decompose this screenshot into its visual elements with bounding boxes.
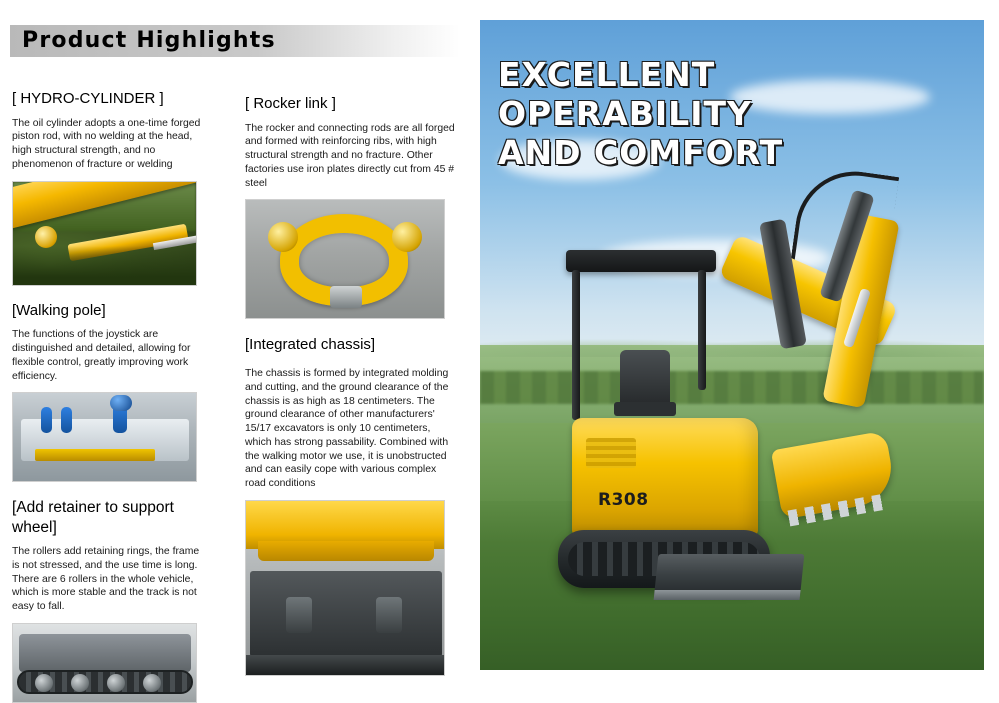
left-column — [12, 90, 208, 703]
yellow-base-plate-shape — [35, 449, 155, 461]
section-heading: [Add retainer to support wheel] — [12, 499, 174, 536]
section-body: The functions of the joystick are distinguished and detailed, allowing for flexible control, greatly improving work efficiency. — [12, 329, 191, 382]
chassis-blade-shape — [246, 655, 444, 675]
canopy-roof-shape — [566, 250, 716, 272]
joystick-photo — [12, 392, 197, 482]
page-title: Product Highlights — [22, 28, 276, 53]
section-body: The rocker and connecting rods are all forged and formed with reinforcing ribs, with high structural strength and no fracture. Other factories use iron plates directly cut from 45 # steel — [245, 122, 455, 189]
joystick-knob-shape — [110, 395, 132, 411]
track-roller-photo — [12, 623, 197, 703]
track-frame-shape — [19, 634, 191, 672]
section-add-retainer — [12, 498, 208, 702]
section-heading: [Walking pole] — [12, 301, 106, 319]
page-title-bar — [10, 25, 460, 57]
section-walking-pole — [12, 302, 208, 483]
roller-shape — [35, 674, 53, 692]
chassis-upper-body-shape — [246, 501, 444, 549]
section-hydro-cylinder — [12, 90, 208, 286]
joystick-lever-shape — [61, 407, 72, 433]
machine-body-shape — [572, 418, 758, 536]
hero-headline-line-2: AND COMFORT — [498, 132, 784, 172]
pivot-joint-shape — [35, 226, 57, 248]
connecting-pin-shape — [330, 286, 362, 308]
machine-model-label: R308 — [598, 490, 649, 510]
section-body: The chassis is formed by integrated molding and cutting, and the ground clearance of the chassis is as high as 18 centimeters. The ground clearance of other manufacturers' 15/17 excavators is only 10 centimeters, which has strong passability. Combined with the walking motor we use, it is unobstructed and can easily cope with various complex road conditions — [245, 368, 449, 490]
link-boss-shape — [392, 222, 422, 252]
dozer-blade-shape — [654, 554, 805, 600]
grass-foreground — [13, 246, 196, 285]
operator-seat-shape — [620, 350, 670, 406]
section-heading: [ HYDRO-CYLINDER ] — [12, 90, 164, 107]
hydro-cylinder-photo — [12, 181, 197, 286]
section-body: The oil cylinder adopts a one-time forged piston rod, with no welding at the head, high structural strength, and no phenomenon of fracture or welding — [12, 117, 201, 170]
section-integrated-chassis — [245, 336, 455, 675]
engine-vent-shape — [586, 438, 636, 468]
integrated-chassis-photo — [245, 500, 445, 676]
roller-shape — [143, 674, 161, 692]
section-rocker-link — [245, 95, 455, 319]
section-body: The rollers add retaining rings, the frame is not stressed, and the use time is long. There are 6 rollers in the whole vehicle, which is more stable and the track is not easy to fall. — [12, 546, 200, 613]
hero-headline — [498, 56, 968, 173]
middle-column — [245, 95, 455, 676]
joystick-lever-shape — [41, 407, 52, 433]
section-heading: [ Rocker link ] — [245, 95, 336, 112]
left-content-pane — [0, 0, 470, 690]
hero-headline-line-1: EXCELLENT OPERABILITY — [498, 55, 752, 133]
chassis-roller-shape — [376, 597, 402, 633]
bucket-shape — [771, 430, 897, 519]
chassis-roller-shape — [286, 597, 312, 633]
chassis-underside-shape — [250, 571, 442, 657]
excavator-hero-photo — [480, 20, 984, 670]
rocker-link-photo — [245, 199, 445, 319]
roller-shape — [71, 674, 89, 692]
canopy-post-shape — [572, 270, 580, 420]
canopy-post-shape — [698, 270, 706, 390]
section-heading: [Integrated chassis] — [245, 336, 376, 354]
roller-shape — [107, 674, 125, 692]
